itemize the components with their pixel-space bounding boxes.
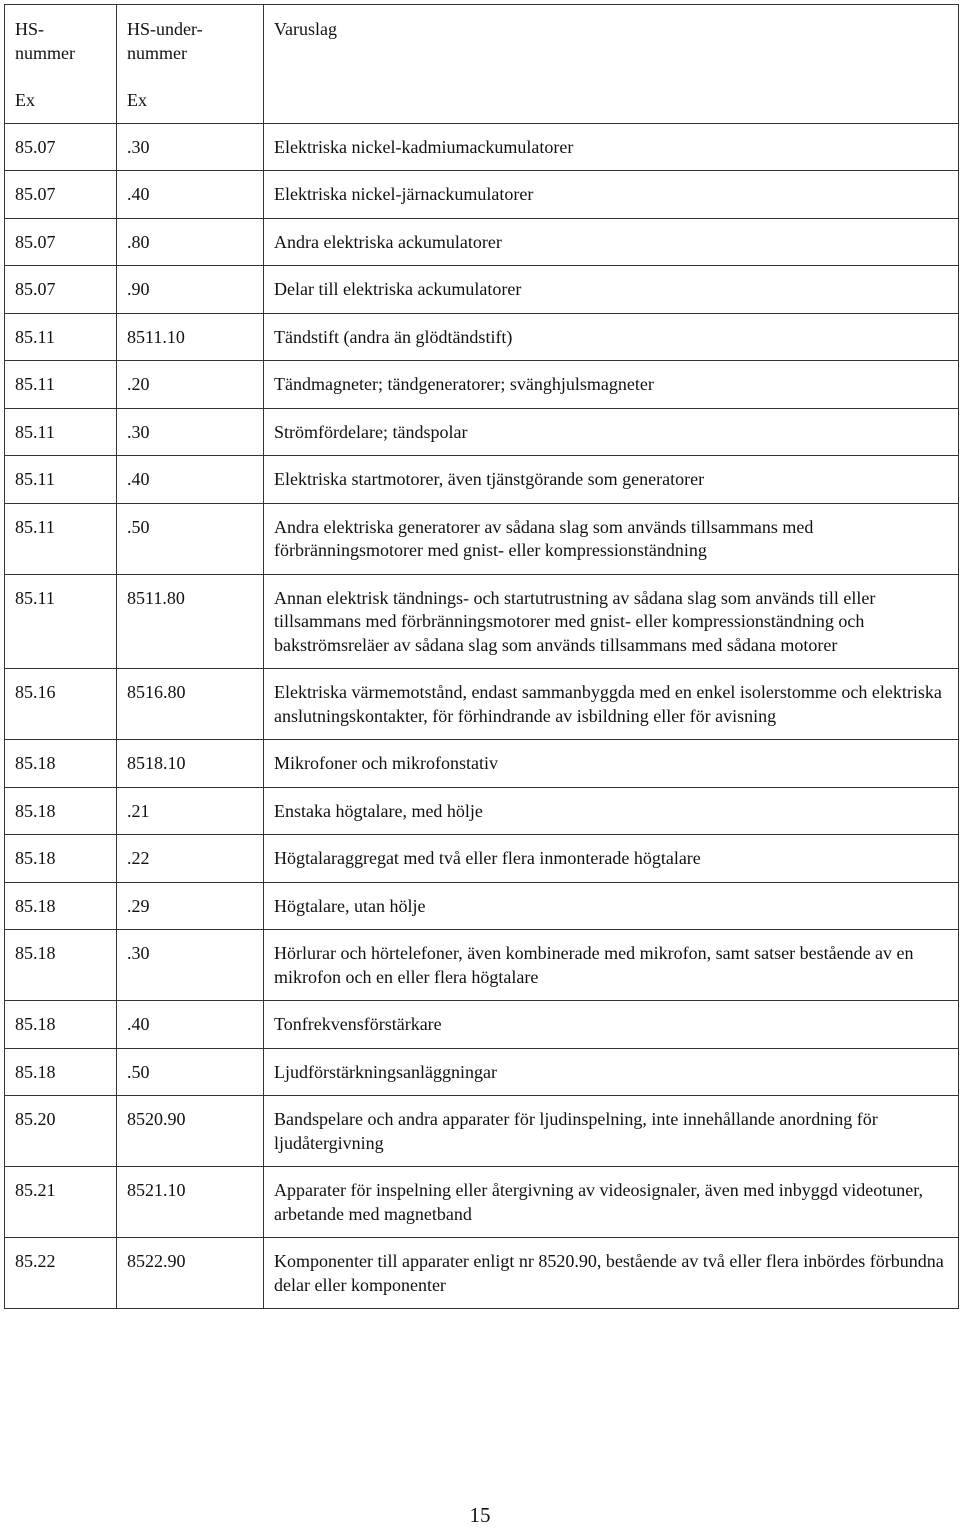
hs-number-cell: 85.11 — [5, 456, 117, 504]
hs-number-cell: 85.07 — [5, 171, 117, 219]
hs-subnumber-cell: .50 — [117, 1048, 264, 1096]
table-row — [5, 1048, 959, 1096]
table-row — [5, 171, 959, 219]
hs-subnumber-cell: 8511.10 — [117, 313, 264, 361]
hs-number-cell: 85.18 — [5, 787, 117, 835]
hs-number-cell: 85.18 — [5, 930, 117, 1001]
table-row — [5, 740, 959, 788]
hs-number-cell: 85.18 — [5, 835, 117, 883]
hs-number-cell: 85.11 — [5, 361, 117, 409]
description-cell: Elektriska nickel-kadmiumackumulatorer — [264, 123, 959, 171]
description-cell: Apparater för inspelning eller återgivning av videosignaler, även med inbyggd videotuner, arbetande med magnetband — [264, 1167, 959, 1238]
hs-subnumber-cell: .40 — [117, 456, 264, 504]
hs-subnumber-cell: .80 — [117, 218, 264, 266]
description-cell: Delar till elektriska ackumulatorer — [264, 266, 959, 314]
hs-subnumber-cell: .40 — [117, 171, 264, 219]
description-cell: Elektriska värmemotstånd, endast sammanbyggda med en enkel isolerstomme och elektriska anslutningskontakter, för förhindrande av isbildning eller för avisning — [264, 669, 959, 740]
hs-subnumber-cell: 8518.10 — [117, 740, 264, 788]
header-hs-number-ex: Ex — [15, 90, 35, 110]
table-row — [5, 669, 959, 740]
header-hs-subnumber-line2: nummer — [127, 42, 187, 63]
hs-subnumber-cell: 8516.80 — [117, 669, 264, 740]
description-cell: Tändmagneter; tändgeneratorer; svänghjulsmagneter — [264, 361, 959, 409]
hs-subnumber-cell: .20 — [117, 361, 264, 409]
description-cell: Högtalare, utan hölje — [264, 882, 959, 930]
header-varuslag — [264, 5, 959, 124]
hs-number-cell: 85.16 — [5, 669, 117, 740]
hs-subnumber-cell: .30 — [117, 930, 264, 1001]
hs-subnumber-cell: 8522.90 — [117, 1238, 264, 1309]
description-cell: Hörlurar och hörtelefoner, även kombinerade med mikrofon, samt satser bestående av en mikrofon och en eller flera högtalare — [264, 930, 959, 1001]
hs-number-cell: 85.11 — [5, 408, 117, 456]
hs-number-cell: 85.11 — [5, 503, 117, 574]
hs-subnumber-cell: .30 — [117, 408, 264, 456]
hs-number-cell: 85.18 — [5, 1048, 117, 1096]
header-hs-subnumber — [117, 5, 264, 124]
description-cell: Tändstift (andra än glödtändstift) — [264, 313, 959, 361]
table-row — [5, 1167, 959, 1238]
hs-subnumber-cell: .29 — [117, 882, 264, 930]
table-row — [5, 408, 959, 456]
description-cell: Högtalaraggregat med två eller flera inmonterade högtalare — [264, 835, 959, 883]
hs-subnumber-cell: .90 — [117, 266, 264, 314]
header-hs-number-line2: nummer — [15, 42, 75, 63]
description-cell: Elektriska nickel-järnackumulatorer — [264, 171, 959, 219]
hs-subnumber-cell: .50 — [117, 503, 264, 574]
hs-subnumber-cell: .30 — [117, 123, 264, 171]
header-varuslag-label: Varuslag — [274, 19, 337, 39]
table-row — [5, 574, 959, 669]
hs-subnumber-cell: .21 — [117, 787, 264, 835]
table-row — [5, 218, 959, 266]
description-cell: Annan elektrisk tändnings- och startutrustning av sådana slag som används till eller tillsammans med förbränningsmotorer med gnist- eller kompressionständning och bakströmsreläer av sådana slag som används tillsammans med sådana motorer — [264, 574, 959, 669]
description-cell: Elektriska startmotorer, även tjänstgörande som generatorer — [264, 456, 959, 504]
hs-number-cell: 85.20 — [5, 1096, 117, 1167]
hs-code-table — [4, 4, 959, 1309]
description-cell: Bandspelare och andra apparater för ljudinspelning, inte innehållande anordning för ljudåtergivning — [264, 1096, 959, 1167]
table-row — [5, 930, 959, 1001]
hs-subnumber-cell: 8520.90 — [117, 1096, 264, 1167]
table-row — [5, 787, 959, 835]
table-row — [5, 1238, 959, 1309]
description-cell: Tonfrekvensförstärkare — [264, 1001, 959, 1049]
table-row — [5, 1001, 959, 1049]
header-hs-subnumber-line1: HS-under- — [127, 19, 203, 39]
hs-number-cell: 85.11 — [5, 313, 117, 361]
hs-number-cell: 85.18 — [5, 882, 117, 930]
description-cell: Andra elektriska ackumulatorer — [264, 218, 959, 266]
description-cell: Komponenter till apparater enligt nr 8520.90, bestående av två eller flera inbördes förbundna delar eller komponenter — [264, 1238, 959, 1309]
description-cell: Ljudförstärkningsanläggningar — [264, 1048, 959, 1096]
hs-number-cell: 85.07 — [5, 218, 117, 266]
table-row — [5, 882, 959, 930]
hs-number-cell: 85.22 — [5, 1238, 117, 1309]
hs-number-cell: 85.11 — [5, 574, 117, 669]
hs-number-cell: 85.18 — [5, 1001, 117, 1049]
table-row — [5, 361, 959, 409]
description-cell: Enstaka högtalare, med hölje — [264, 787, 959, 835]
description-cell: Strömfördelare; tändspolar — [264, 408, 959, 456]
table-header-row — [5, 5, 959, 124]
table-row — [5, 835, 959, 883]
hs-number-cell: 85.21 — [5, 1167, 117, 1238]
table-row — [5, 456, 959, 504]
hs-subnumber-cell: 8521.10 — [117, 1167, 264, 1238]
table-row — [5, 313, 959, 361]
header-hs-subnumber-ex: Ex — [127, 90, 147, 110]
hs-number-cell: 85.07 — [5, 266, 117, 314]
table-row — [5, 1096, 959, 1167]
table-row — [5, 123, 959, 171]
hs-subnumber-cell: 8511.80 — [117, 574, 264, 669]
hs-subnumber-cell: .40 — [117, 1001, 264, 1049]
hs-number-cell: 85.18 — [5, 740, 117, 788]
hs-subnumber-cell: .22 — [117, 835, 264, 883]
table-row — [5, 266, 959, 314]
page-number: 15 — [469, 1503, 491, 1527]
hs-number-cell: 85.07 — [5, 123, 117, 171]
table-row — [5, 503, 959, 574]
description-cell: Mikrofoner och mikrofonstativ — [264, 740, 959, 788]
header-hs-number — [5, 5, 117, 124]
description-cell: Andra elektriska generatorer av sådana slag som används tillsammans med förbränningsmotorer med gnist- eller kompressionständning — [264, 503, 959, 574]
header-hs-number-line1: HS- — [15, 19, 45, 39]
